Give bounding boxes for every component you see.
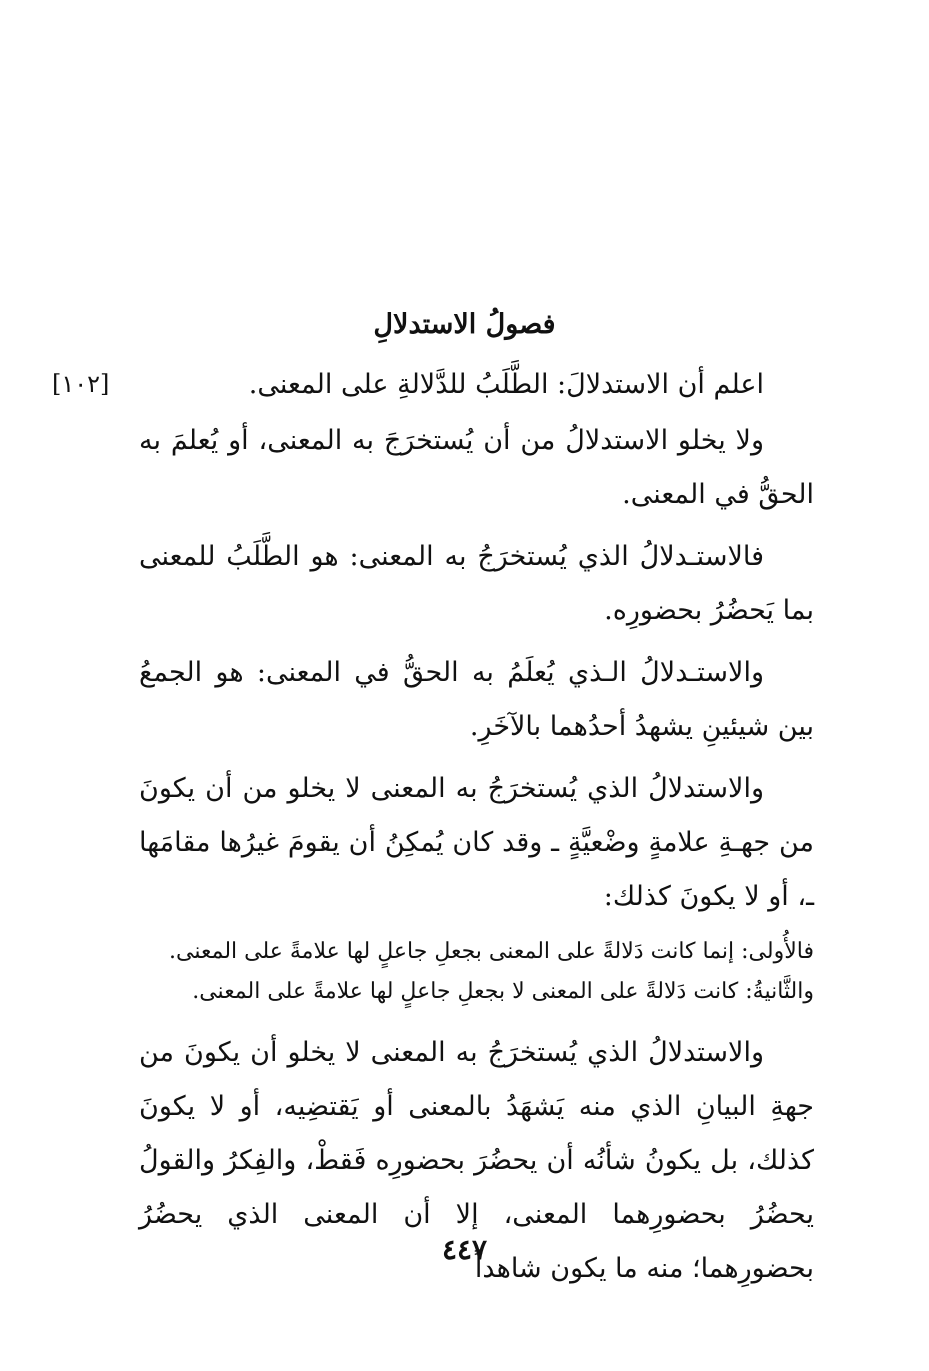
body-text: [139, 358, 814, 1304]
paragraph: والاستدلالُ الذي يُستخرَجُ به المعنى لا يخلو من أن يكونَ من جهـةِ علامةٍ وضْعيَّةٍ ـ وقد كان يُمكِنُ أن يقومَ غيرُها مقامَها ـ، أو لا يكونَ كذلك:: [139, 773, 814, 912]
page-number: ٤٤٧: [441, 1233, 488, 1266]
paragraph: والاستدلالُ الذي يُستخرَجُ به المعنى لا يخلو أن يكونَ من جهةِ البيانِ الذي منه يَشهَدُ بالمعنى أو يَقتضِيه، أو لا يكونَ كذلك، بل يكونُ شأنُه أن يحضُرَ بحضورِه فَقطْ، والفِكرُ والقولُ يحضُرُ بحضورِهما المعنى، إلا أن المعنى الذي يحضُرُ بحضورِهما؛ منه ما يكون شاهداً: [139, 1037, 814, 1284]
section-heading: فصولُ الاستدلالِ: [373, 309, 556, 340]
quoted-definitions: [139, 932, 814, 1012]
paragraph: والاستـدلالُ الـذي يُعلَمُ به الحقُّ في المعنى: هو الجمعُ بين شيئينِ يشهدُ أحدُهما بالآخَرِ.: [139, 657, 814, 742]
paragraph: فالاستـدلالُ الذي يُستخرَجُ به المعنى: هو الطَّلَبُ للمعنى بما يَحضُرُ بحضورِه.: [139, 541, 814, 626]
quote-line: والثَّانيةُ: كانت دَلالةً على المعنى لا بجعلِ جاعلٍ لها علامةً على المعنى.: [192, 979, 814, 1004]
margin-reference: [١٠٢]: [52, 370, 110, 398]
quote-line: فالأُولى: إنما كانت دَلالةً على المعنى بجعلِ جاعلٍ لها علامةً على المعنى.: [169, 939, 814, 964]
paragraph: ولا يخلو الاستدلالُ من أن يُستخرَجَ به المعنى، أو يُعلمَ به الحقُّ في المعنى.: [139, 425, 814, 510]
paragraph: اعلم أن الاستدلالَ: الطَّلَبُ للدَّلالةِ على المعنى.: [248, 369, 764, 400]
